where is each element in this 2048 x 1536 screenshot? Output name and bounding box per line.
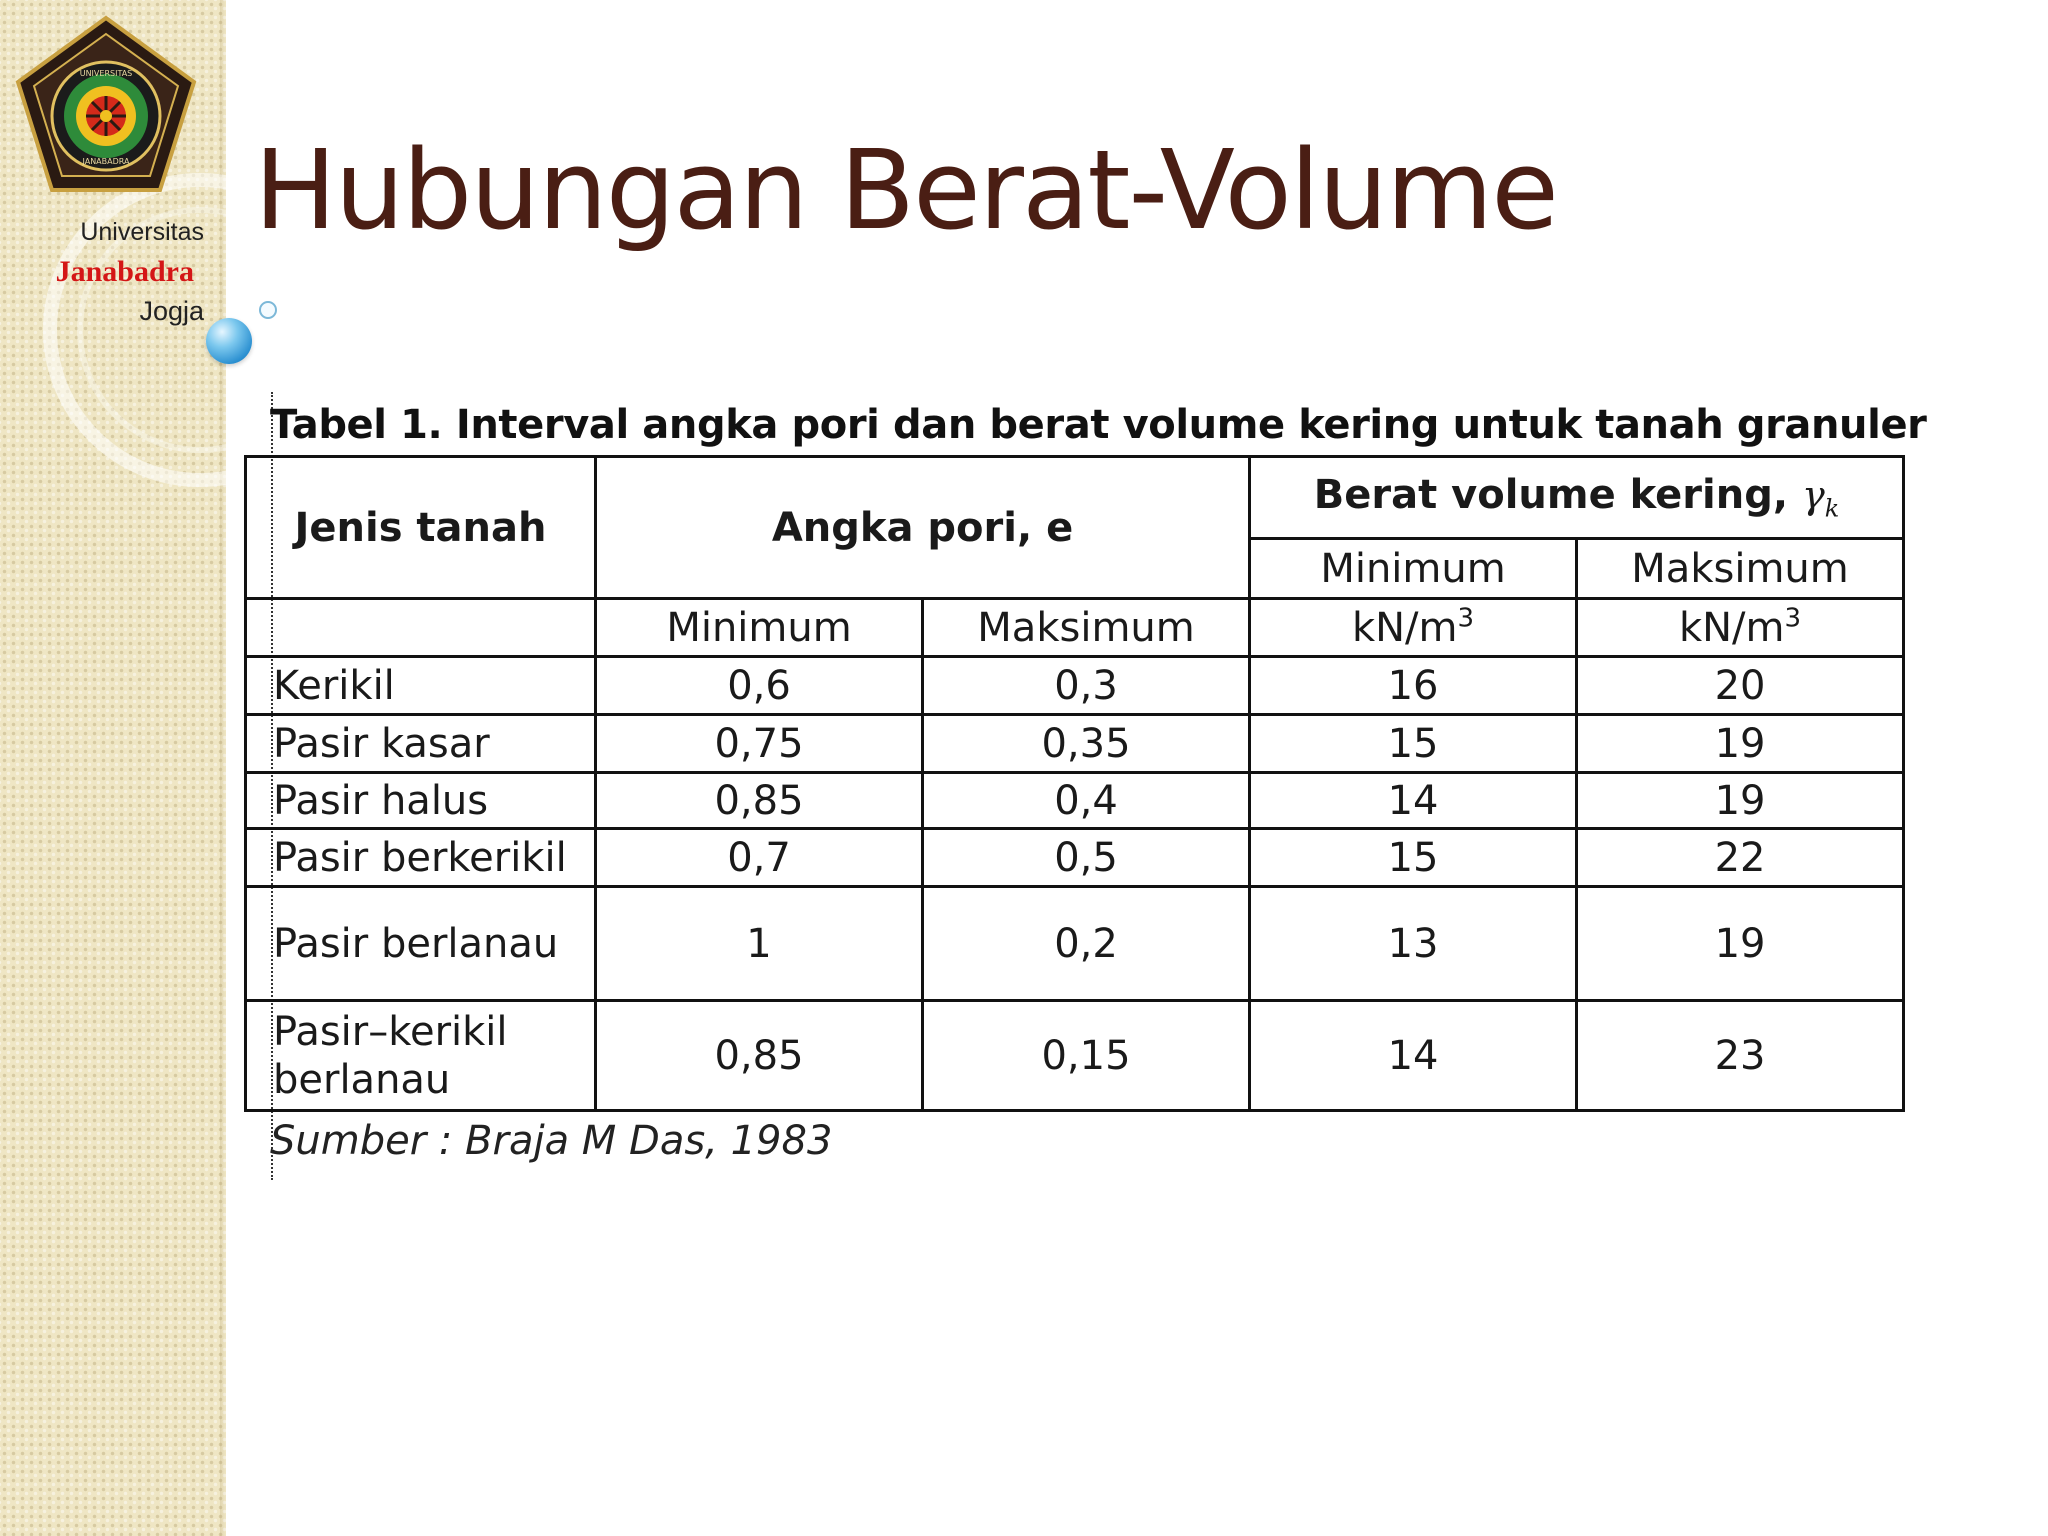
table-row bbox=[246, 1001, 1904, 1111]
university-name: Janabadra bbox=[55, 255, 194, 288]
header-e-max: Maksimum bbox=[923, 599, 1250, 657]
cell-soil-name: Kerikil bbox=[246, 657, 596, 715]
header-dry-unit-weight bbox=[1250, 457, 1904, 539]
cell-e-min: 0,6 bbox=[596, 657, 923, 715]
cell-gk-min: 15 bbox=[1250, 829, 1577, 887]
table-row bbox=[246, 715, 1904, 773]
cell-e-max: 0,5 bbox=[923, 829, 1250, 887]
cell-e-max: 0,15 bbox=[923, 1001, 1250, 1111]
cell-gk-min: 14 bbox=[1250, 773, 1577, 829]
table-row bbox=[246, 829, 1904, 887]
logo-text-bottom: JANABADRA bbox=[82, 157, 130, 166]
cell-e-max: 0,2 bbox=[923, 887, 1250, 1001]
slide-title: Hubungan Berat-Volume bbox=[254, 126, 1557, 254]
cell-e-min: 0,7 bbox=[596, 829, 923, 887]
university-logo bbox=[10, 12, 202, 202]
cell-gk-min: 13 bbox=[1250, 887, 1577, 1001]
gamma-symbol: $\gamma_k$ bbox=[1801, 473, 1840, 523]
cell-soil-name: Pasir halus bbox=[246, 773, 596, 829]
cell-gk-min: 15 bbox=[1250, 715, 1577, 773]
cell-e-min: 0,85 bbox=[596, 1001, 923, 1111]
cell-e-max: 0,35 bbox=[923, 715, 1250, 773]
logo-text-top: UNIVERSITAS bbox=[79, 69, 133, 78]
cell-e-min: 0,85 bbox=[596, 773, 923, 829]
cell-soil-name: Pasir berkerikil bbox=[246, 829, 596, 887]
university-label: Universitas bbox=[80, 218, 204, 246]
cell-gk-max: 22 bbox=[1577, 829, 1904, 887]
table-caption: Tabel 1. Interval angka pori dan berat volume kering untuk tanah granuler bbox=[270, 402, 1927, 448]
decorative-bubble-large bbox=[206, 318, 252, 364]
cell-e-max: 0,3 bbox=[923, 657, 1250, 715]
cell-e-min: 1 bbox=[596, 887, 923, 1001]
cell-e-max: 0,4 bbox=[923, 773, 1250, 829]
header-dry-unit-weight-label: Berat volume kering, bbox=[1313, 472, 1789, 519]
header-unit-max: $kN/m^3$ bbox=[1577, 599, 1904, 657]
decorative-bubble-small bbox=[259, 301, 277, 319]
header-e-min: Minimum bbox=[596, 599, 923, 657]
header-void-ratio: Angka pori, e bbox=[596, 457, 1250, 599]
cell-gk-max: 19 bbox=[1577, 715, 1904, 773]
table-source-note: Sumber : Braja M Das, 1983 bbox=[270, 1118, 833, 1164]
header-row-1 bbox=[246, 457, 1904, 539]
cell-soil-name: Pasir berlanau bbox=[246, 887, 596, 1001]
header-row-3 bbox=[246, 599, 1904, 657]
header-gk-max: Maksimum bbox=[1577, 539, 1904, 599]
cell-e-min: 0,75 bbox=[596, 715, 923, 773]
header-unit-min: $kN/m^3$ bbox=[1250, 599, 1577, 657]
cell-gk-max: 23 bbox=[1577, 1001, 1904, 1111]
cell-soil-name: Pasir–kerikil berlanau bbox=[246, 1001, 596, 1111]
table-row bbox=[246, 657, 1904, 715]
cell-gk-max: 19 bbox=[1577, 887, 1904, 1001]
header-soil-type: Jenis tanah bbox=[246, 457, 596, 599]
cell-gk-max: 20 bbox=[1577, 657, 1904, 715]
header-gk-min: Minimum bbox=[1250, 539, 1577, 599]
soil-property-table bbox=[244, 455, 1905, 1112]
cell-soil-name: Pasir kasar bbox=[246, 715, 596, 773]
university-city: Jogja bbox=[139, 296, 204, 326]
table-row bbox=[246, 773, 1904, 829]
cell-gk-min: 16 bbox=[1250, 657, 1577, 715]
table-row bbox=[246, 887, 1904, 1001]
header-empty-cell bbox=[246, 599, 596, 657]
cell-gk-max: 19 bbox=[1577, 773, 1904, 829]
cell-gk-min: 14 bbox=[1250, 1001, 1577, 1111]
